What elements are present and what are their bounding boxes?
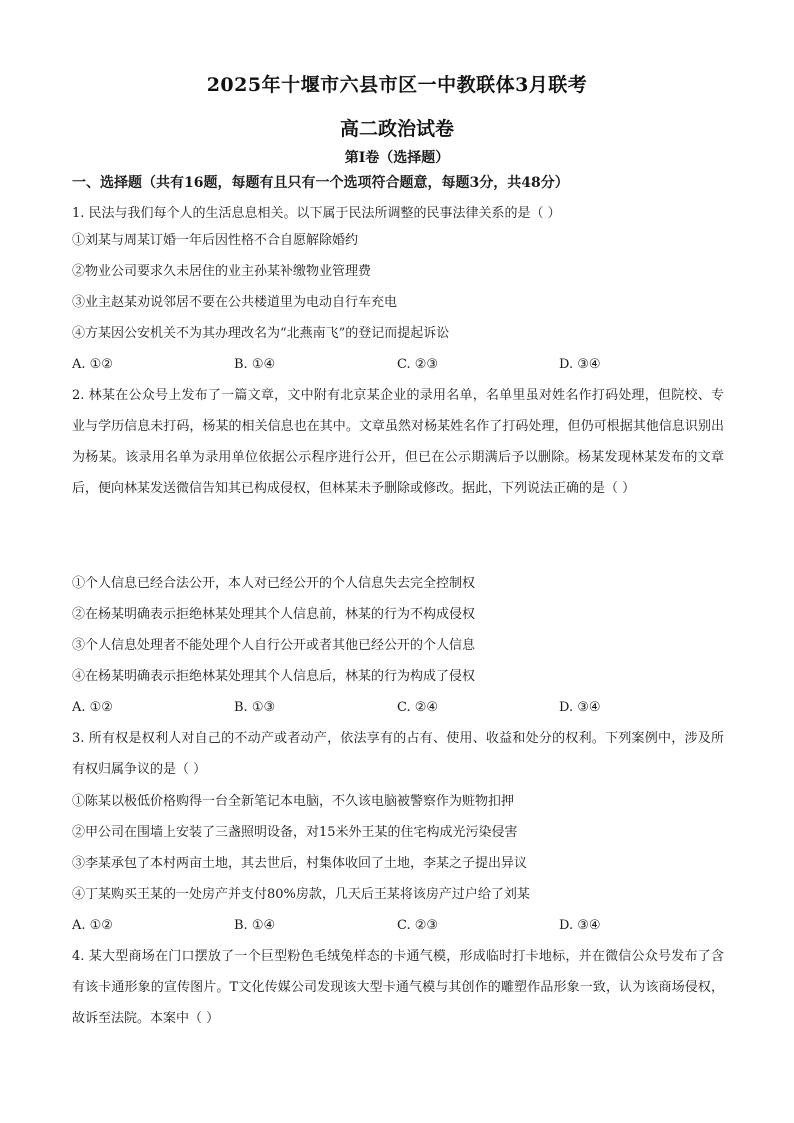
question-3-choice-a[interactable]: A. ①②	[72, 918, 113, 933]
question-1-option-3: ③业主赵某劝说邻居不要在公共楼道里为电动自行车充电	[72, 295, 398, 310]
question-2-choice-a[interactable]: A. ①②	[72, 700, 113, 715]
question-3-choice-b[interactable]: B. ①④	[234, 918, 276, 933]
question-3-option-1: ①陈某以极低价格购得一台全新笔记本电脑，不久该电脑被警察作为赃物扣押	[72, 794, 515, 809]
question-1-choice-b[interactable]: B. ①④	[234, 357, 276, 372]
question-2-choice-c[interactable]: C. ②④	[397, 700, 439, 715]
question-1-option-2: ②物业公司要求久未居住的业主孙某补缴物业管理费	[72, 264, 372, 279]
question-3-stem: 3. 所有权是权利人对自己的不动产或者动产，依法享有的占有、使用、收益和处分的权利。下列案例中，涉及所有权归属争议的是（ ）	[72, 731, 724, 777]
question-1-choice-a[interactable]: A. ①②	[72, 357, 113, 372]
question-2-choice-d[interactable]: D. ③④	[559, 700, 601, 715]
question-2-option-3: ③个人信息处理者不能处理个人自行公开或者其他已经公开的个人信息	[72, 638, 476, 653]
question-3-option-4: ④丁某购买王某的一处房产并支付80%房款，几天后王某将该房产过户给了刘某	[72, 887, 530, 902]
question-2-option-1: ①个人信息已经合法公开，本人对已经公开的个人信息失去完全控制权	[72, 576, 476, 591]
exam-subtitle: 高二政治试卷	[339, 118, 454, 140]
question-2-option-4: ④在杨某明确表示拒绝林某处理其个人信息后，林某的行为构成了侵权	[72, 669, 476, 684]
question-3-option-3: ③李某承包了本村两亩土地，其去世后，村集体收回了土地，李某之子提出异议	[72, 856, 528, 871]
question-2-option-2: ②在杨某明确表示拒绝林某处理其个人信息前，林某的行为不构成侵权	[72, 607, 476, 622]
part-title: 第Ⅰ卷（选择题）	[344, 150, 450, 166]
section-heading: 一、选择题（共有16题，每题有且只有一个选项符合题意，每题3分，共48分）	[72, 175, 569, 191]
question-4-stem: 4. 某大型商场在门口摆放了一个巨型粉色毛绒兔样态的卡通气模，形成临时打卡地标，并在微信公众号发布了含有该卡通形象的宣传图片。T文化传媒公司发现该大型卡通气模与其创作的雕塑作品形象一致，认为该商场侵权，故诉至法院。本案中（ ）	[72, 949, 724, 1026]
question-1-choice-c[interactable]: C. ②③	[397, 357, 439, 372]
question-1-option-4: ④方某因公安机关不为其办理改名为“北燕南飞”的登记而提起诉讼	[72, 326, 450, 341]
question-3-choice-c[interactable]: C. ②③	[397, 918, 439, 933]
question-3-choice-d[interactable]: D. ③④	[559, 918, 601, 933]
exam-title: 2025年十堰市六县市区一中教联体3月联考	[206, 74, 588, 96]
question-3-option-2: ②甲公司在围墙上安装了三盏照明设备，对15米外王某的住宅构成光污染侵害	[72, 825, 518, 840]
question-1-stem: 1. 民法与我们每个人的生活息息相关。以下属于民法所调整的民事法律关系的是（ ）	[72, 206, 561, 221]
question-1-choice-d[interactable]: D. ③④	[559, 357, 601, 372]
question-1-option-1: ①刘某与周某订婚一年后因性格不合自愿解除婚约	[72, 233, 359, 248]
question-2-stem: 2. 林某在公众号上发布了一篇文章，文中附有北京某企业的录用名单，名单里虽对姓名作打码处理，但院校、专业与学历信息未打码，杨某的相关信息也在其中。文章虽然对杨某姓名作了打码处理，但仍可根据其他信息识别出为杨某。该录用名单为录用单位依据公示程序进行公开，但已在公示期满后予以删除。杨某发现林某发布的文章后，便向林某发送微信告知其已构成侵权，但林某未予删除或修改。据此，下列说法正确的是（ ）	[72, 388, 724, 496]
question-2-choice-b[interactable]: B. ①③	[234, 700, 276, 715]
